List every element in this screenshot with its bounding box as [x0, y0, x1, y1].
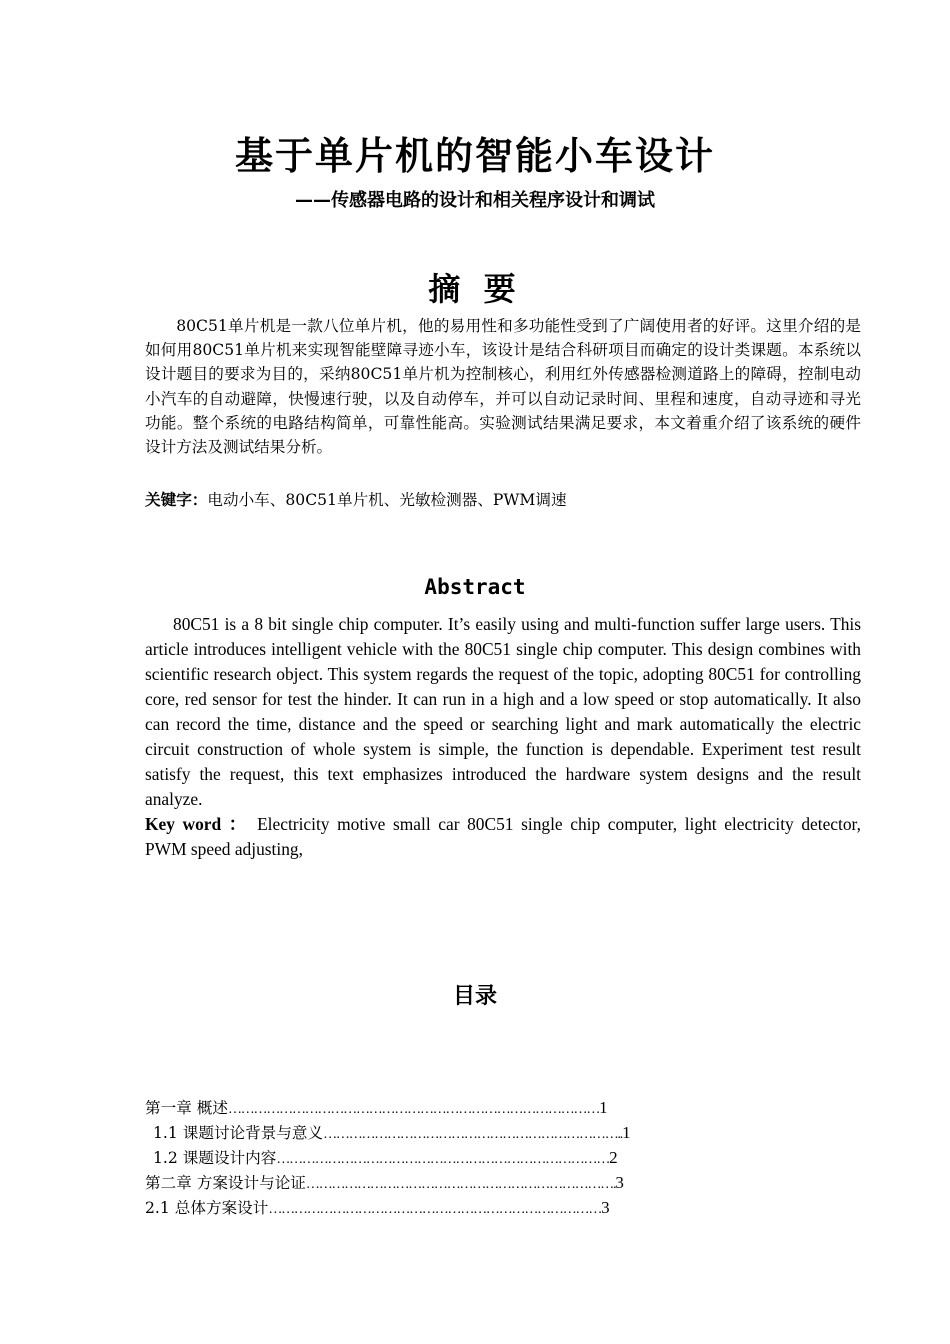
toc-entry-label: 1.1 课题讨论背景与意义	[153, 1124, 324, 1142]
table-of-contents	[145, 1095, 845, 1220]
toc-entry[interactable]	[145, 1195, 845, 1220]
keywords-en-label: Key word ：	[145, 814, 250, 834]
toc-entry[interactable]	[145, 1145, 845, 1170]
toc-entry[interactable]	[145, 1120, 845, 1145]
abstract-cn-body: 80C51单片机是一款八位单片机，他的易用性和多功能性受到了广阔使用者的好评。这里介绍的是如何用80C51单片机来实现智能壁障寻迹小车，该设计是结合科研项目而确定的设计类课题。本系统以设计题目的要求为目的，采纳80C51单片机为控制核心，利用红外传感器检测道路上的障碍，控制电动小汽车的自动避障，快慢速行驶，以及自动停车，并可以自动记录时间、里程和速度，自动寻迹和寻光功能。整个系统的电路结构简单，可靠性能高。实验测试结果满足要求，本文着重介绍了该系统的硬件设计方法及测试结果分析。	[145, 317, 861, 457]
abstract-en-heading: Abstract	[424, 575, 526, 599]
toc-leader-dots: ……………………………………………………………..	[323, 1127, 623, 1142]
toc-entry-label: 1.2 课题设计内容	[153, 1149, 277, 1167]
abstract-cn-keywords	[145, 488, 861, 512]
keywords-cn-label: 关键字：	[145, 491, 208, 509]
toc-page-number: 3	[601, 1198, 610, 1217]
toc-leader-dots: ……………………………………………………………………………	[227, 1102, 600, 1117]
abstract-cn-heading: 摘 要	[428, 270, 522, 308]
document-subtitle: ——传感器电路的设计和相关程序设计和调试	[295, 190, 655, 211]
toc-heading: 目录	[452, 984, 497, 1009]
document-title: 基于单片机的智能小车设计	[234, 133, 715, 178]
toc-entry-label: 第二章 方案设计与论证	[145, 1174, 306, 1192]
keywords-en-text: Electricity motive small car 80C51 single chip computer, light electricity detector, PWM speed adjusting,	[145, 814, 861, 859]
toc-page-number: 1	[599, 1098, 608, 1117]
keywords-cn-text: 电动小车、80C51单片机、光敏检测器、PWM调速	[207, 491, 567, 509]
toc-page-number: 3	[615, 1173, 624, 1192]
toc-entry[interactable]	[145, 1095, 845, 1120]
toc-entry-label: 第一章 概述	[145, 1099, 228, 1117]
abstract-en-body: 80C51 is a 8 bit single chip computer. It’s easily using and multi-function suffer large users. This article introduces intelligent vehicle with the 80C51 single chip computer. This design combines with scientific research object. This system regards the request of the topic, adopting 80C51 for controlling core, red sensor for test the hinder. It can run in a high and a low speed or stop automatically. It also can record the time, distance and the speed or searching light and mark automatically the electric circuit construction of whole system is simple, the function is dependable. Experiment test result satisfy the request, this text emphasizes introduced the hardware system designs and the result analyze.	[145, 614, 861, 809]
toc-page-number: 2	[609, 1148, 618, 1167]
toc-leader-dots: ……………………………………………………………………	[276, 1152, 610, 1167]
abstract-en-keywords	[145, 812, 861, 862]
toc-entry-label: 2.1 总体方案设计	[145, 1199, 269, 1217]
toc-page-number: 1	[622, 1123, 631, 1142]
toc-entry[interactable]	[145, 1170, 845, 1195]
toc-leader-dots: ……………………………………………………………….	[305, 1177, 616, 1192]
toc-leader-dots: ……………………………………………………………………	[268, 1202, 602, 1217]
